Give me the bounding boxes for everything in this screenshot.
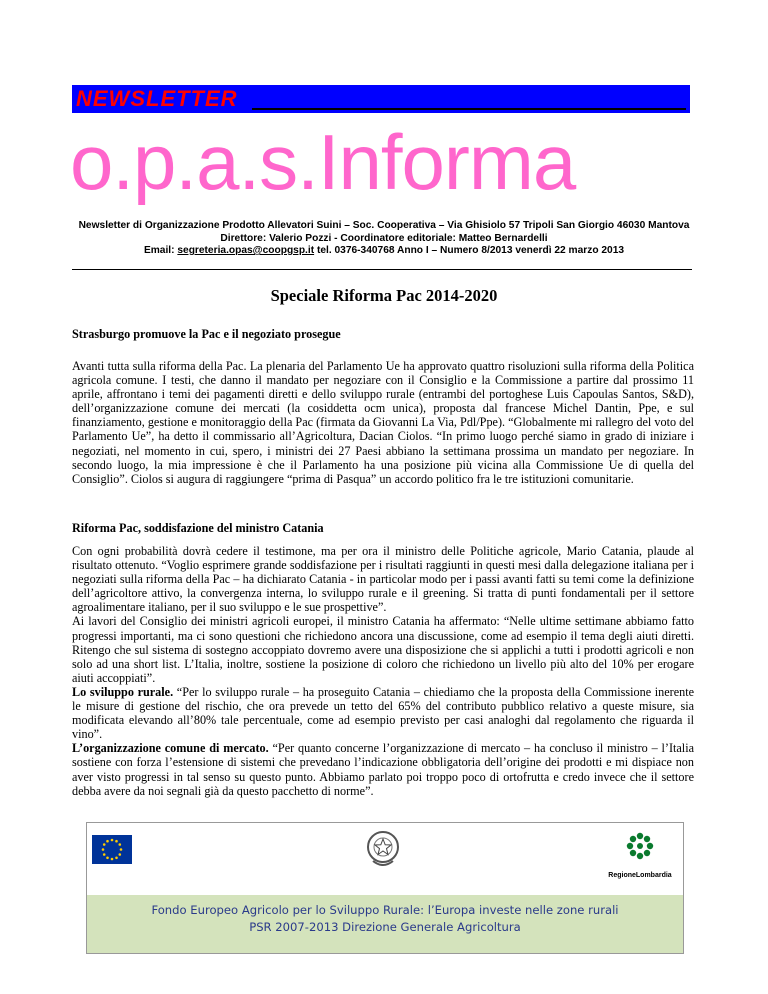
section1-paragraph: Avanti tutta sulla riforma della Pac. La plenaria del Parlamento Ue ha approvato quattro risoluzioni sulla riforma della Politica agricola comune. I testi, che danno il mandato per negoziare con il Consiglio e la Commissione a partire dal prossimo 11 aprile, affrontano i temi dei pagamenti diretti e dello sviluppo rurale (entrambi del portoghese Luis Capoulas Santos, S&D), dell’organizzazione comune dei mercati (la cosiddetta ocm unica), proposta dal francese Michel Dantin, Ppe, e sul finanziamento, gestione e monitoraggio della Pac (firmata da Giovanni La Via, Pdl/Ppe). “Globalmente mi rallegro del voto del Parlamento Ue”, ha detto il commissario all’Agricoltura, Dacian Ciolos. “In primo luogo perché siamo in grado di iniziare i negoziati, nel momento in cui, spero, i ministri dei 27 Paesi abbiano la settimana prossima un mandato per negoziare. In secondo luogo, la mia impressione è che il Parlamento ha una posizione più vicina alla Commissione Ue di quella del Consiglio”. Ciolos si augura di raggiungere “prima di Pasqua” un accordo politico fra le tre istituzioni comunitarie. [72,359,694,486]
issue-info: tel. 0376-340768 Anno I – Numero 8/2013 venerdì 22 marzo 2013 [314,245,625,256]
email-prefix: Email: [143,245,178,256]
region-label: RegioneLombardia [608,872,672,879]
newsletter-label: NEWSLETTER [76,86,238,111]
section1-heading: Strasburgo promuove la Pac e il negoziato prosegue [72,327,341,341]
email-link[interactable]: segreteria.opas@coopgsp.it [177,245,315,256]
rural-development-lead: Lo sviluppo rurale. [72,684,174,699]
newsletter-banner [72,85,690,113]
section2-heading: Riforma Pac, soddisfazione del ministro Catania [72,521,324,535]
section1-body [72,359,694,486]
masthead-title: o.p.a.s.Informa [70,118,576,206]
lombardia-rose-icon [625,831,655,861]
market-organization-lead: L’organizzazione comune di mercato. [72,741,269,756]
section2-paragraph-3 [72,685,694,741]
market-organization-text: “Per quanto concerne l’organizzazione di mercato – ha concluso il ministro – l’Italia sostiene con forza l’estensione di sistemi che prevedano l’indicazione obbligatoria dell’origine dei prodotti e mi dispiace non aver visto progressi in tal senso su questo punto. Abbiamo parlato poi troppo poco di ortofrutta e credo invece che il settore debba avere da noi segnali già da questo pacchetto di norme”. [72,741,694,798]
main-title: Speciale Riforma Pac 2014-2020 [270,286,498,305]
eu-flag-icon [92,835,132,864]
funding-banner [87,895,683,953]
header-divider [72,269,692,270]
funding-line-2: PSR 2007-2013 Direzione Generale Agricoltura [249,920,521,934]
section2-paragraph-1: Con ogni probabilità dovrà cedere il testimone, ma per ora il ministro delle Politiche agricole, Mario Catania, plaude al risultato ottenuto. “Voglio esprimere grande soddisfazione per i risultati raggiunti in questi mesi dalla delegazione italiana per i negoziati sulla riforma della Pac – ha dichiarato Catania - in particolar modo per i passi avanti fatti su temi come la definizione dell’agricoltore attivo, la convergenza interna, lo sviluppo rurale e il greening. Si tratta di punti fondamentali per il settore agroalimentare italiano, per il suo sviluppo e le sue prospettive”. [72,544,694,615]
italian-republic-emblem-icon [365,829,401,871]
publisher-info [40,220,728,258]
banner-underline [252,108,686,110]
section2-paragraph-2: Ai lavori del Consiglio dei ministri agricoli europei, il ministro Catania ha affermato: “Nelle ultime settimane abbiamo fatto progressi importanti, ma ci sono questioni che richiedono ancora una discussione, come ad esempio il tema degli aiuti diretti. Ritengo che sul sistema di sostegno accoppiato dovremo avere una disposizione che si applichi a tutti i prodotti agricoli e non solo ad una short list. L’Italia, inoltre, sostiene la posizione di coloro che richiedono un livello più alto del 10% per erogare aiuti accoppiati”. [72,614,694,685]
rural-development-text: “Per lo sviluppo rurale – ha proseguito Catania – chiediamo che la proposta della Commissione inerente le misure di gestione del rischio, che ora prevede un tetto del 65% del contributo pubblico relativo a queste misure, sia modificata elevando all’80% tale percentuale, come ad esempio previsto per casi analoghi dal regolamento che riguarda il vino”. [72,684,695,742]
funding-footer [86,822,684,954]
logos-row [87,823,683,895]
editors-line: Direttore: Valerio Pozzi - Coordinatore editoriale: Matteo Bernardelli [220,232,548,244]
contact-line [40,245,728,258]
funding-line-1: Fondo Europeo Agricolo per lo Sviluppo Rurale: l’Europa investe nelle zone rurali [151,903,619,917]
section2-paragraph-4 [72,741,694,797]
regione-lombardia-logo [607,831,673,879]
publisher-line: Newsletter di Organizzazione Prodotto Allevatori Suini – Soc. Cooperativa – Via Ghisiolo 57 Tripoli San Giorgio 46030 Mantova [78,220,690,231]
section2-body [72,544,694,798]
